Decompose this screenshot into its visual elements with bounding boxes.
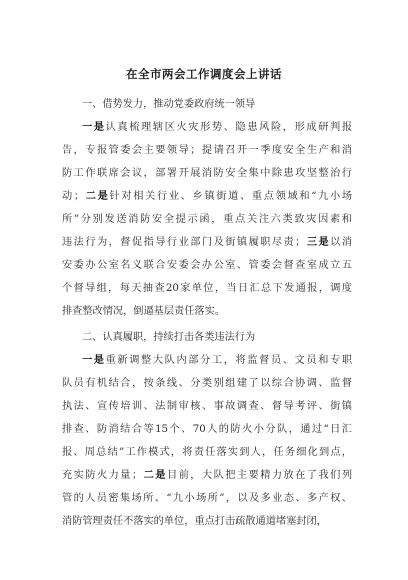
section-heading: 一、借势发力，推动党委政府统一领导 [82,99,256,110]
paragraph-line [62,231,352,254]
paragraph-line [62,395,352,418]
line-text: 重新调整大队内部分工，将监督员、文员和专职 [105,355,352,366]
section-heading: 二、认真履职，持续打击各类违法行为 [82,332,256,343]
line-text: 针对相关行业、乡镇街道、重点领域和“九小场 [109,191,352,202]
paragraph-line [62,139,352,162]
line-text: 管的人员密集场所、“九小场所”，以及多业态、多产权、 [62,493,352,504]
paragraph-line [62,349,352,372]
paragraph-line [62,510,352,533]
paragraph-line [62,441,352,464]
paragraph-line [62,300,352,323]
line-text: 动； [62,191,85,202]
paragraph-line [62,254,352,277]
paragraph-line [62,277,352,300]
line-text: 充实防火力量； [62,470,143,481]
bold-marker: 二是 [84,191,110,202]
line-text: 排查、防消结合等15个、70人的防火小分队，通过“日汇 [62,424,352,435]
paragraph-line [62,418,352,441]
line-text: 消防管理责任不落实的单位，重点打击疏散通道堵塞封闭， [62,516,327,527]
line-text: 所”分别发送消防安全提示函，重点关注六类致灾因素和 [62,214,352,225]
paragraph-line [62,185,352,208]
paragraph-line [62,162,352,185]
line-text: 排查整改情况，倒逼基层责任落实。 [62,306,225,317]
paragraph-line [62,464,352,487]
line-text: 违法行为，督促指导行业部门及街镇履职尽责； [62,237,306,248]
line-text: 告，专报管委会主要领导；提请召开一季度安全生产和消 [62,145,352,156]
bold-marker: 三是 [305,237,331,248]
bold-marker: 一是 [82,355,106,366]
line-text: 个督导组，每天抽查20家单位，当日汇总下发通报，调度 [62,283,352,294]
line-text: 以消 [330,237,352,248]
document-body [62,90,352,533]
line-text: 防工作联席会议，部署开展消防安全集中除患攻坚整治行 [62,168,352,179]
line-text: 执法、宣传培训、法制审核、事故调查、督导考评、街镇 [62,401,352,412]
line-text: 目前，大队把主要精力放在了我们列 [166,470,352,481]
bold-marker: 一是 [82,122,106,133]
document-title: 在全市两会工作调度会上讲话 [126,67,282,81]
line-text: 队员有机结合，按条线、分类别组建了以综合协调、监督 [62,378,352,389]
paragraph-line [62,487,352,510]
paragraph-line [62,208,352,231]
paragraph-line [62,372,352,395]
line-text: 认真梳理辖区火灾形势、隐患风险，形成研判报 [105,122,352,133]
bold-marker: 二是 [142,470,167,481]
paragraph-line [62,116,352,139]
line-text: 安委办公室名义联合安委会办公室、管委会督查室成立五 [62,260,352,271]
line-text: 报、周总结”工作模式，将责任落实到人，任务细化到点， [62,447,352,458]
